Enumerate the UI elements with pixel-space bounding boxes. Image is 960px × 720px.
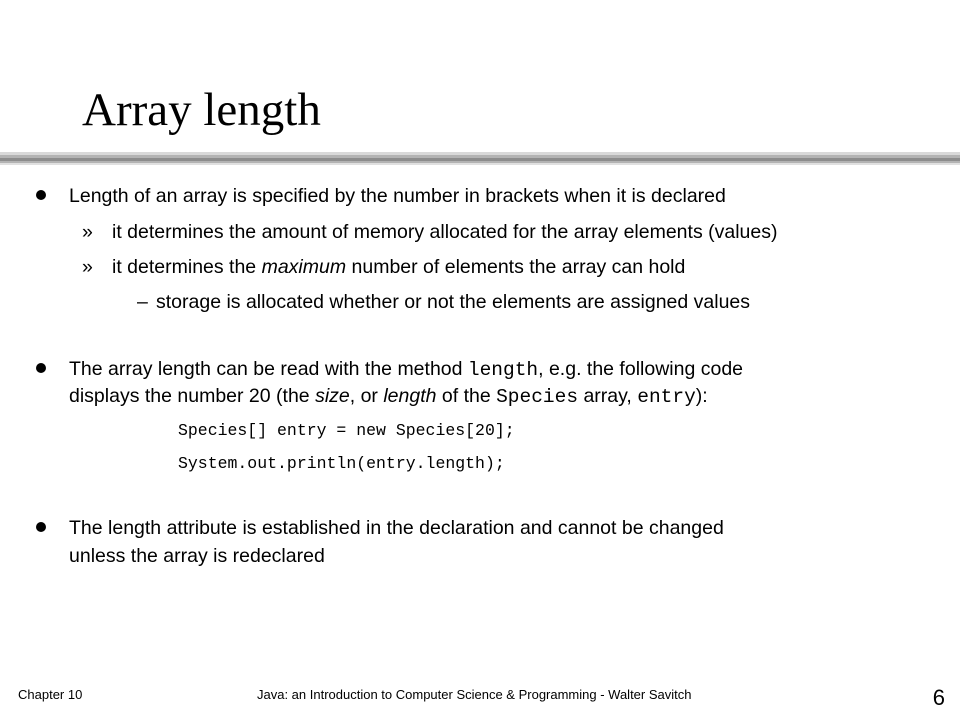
slide-title: Array length [82, 84, 321, 136]
sub-bullet-1-text: it determines the amount of memory allocated for the array elements (values) [112, 221, 778, 243]
bullet-2-line-2: displays the number 20 (the size, or length of the Species array, entry): [69, 385, 708, 408]
bullet-2-line-1: The array length can be read with the method length, e.g. the following code [69, 358, 744, 381]
code-line-2: System.out.println(entry.length); [178, 454, 505, 473]
page-number: 6 [932, 685, 945, 710]
title-underline [0, 148, 960, 170]
bullet-dot [36, 516, 46, 540]
bullet-3-line-2: unless the array is redeclared [69, 545, 325, 567]
code-line-1: Species[] entry = new Species[20]; [178, 421, 515, 440]
footer-chapter: Chapter 10 [18, 687, 83, 702]
sub-sub-bullet-1-text: storage is allocated whether or not the elements are assigned values [156, 291, 751, 313]
bullet-3-line-1: The length attribute is established in the declaration and cannot be changed [69, 517, 724, 539]
sub-bullet-marker: » [82, 256, 93, 278]
footer-course: Java: an Introduction to Computer Science & Programming - Walter Savitch [257, 687, 692, 702]
bullet-1-text: Length of an array is specified by the number in brackets when it is declared [69, 185, 726, 207]
sub-sub-bullet-marker: – [137, 291, 148, 313]
sub-bullet-marker: » [82, 221, 93, 243]
sub-bullet-2-text: it determines the maximum number of elements the array can hold [112, 256, 686, 278]
bullet-dot [36, 184, 46, 208]
bullet-dot [36, 357, 46, 381]
